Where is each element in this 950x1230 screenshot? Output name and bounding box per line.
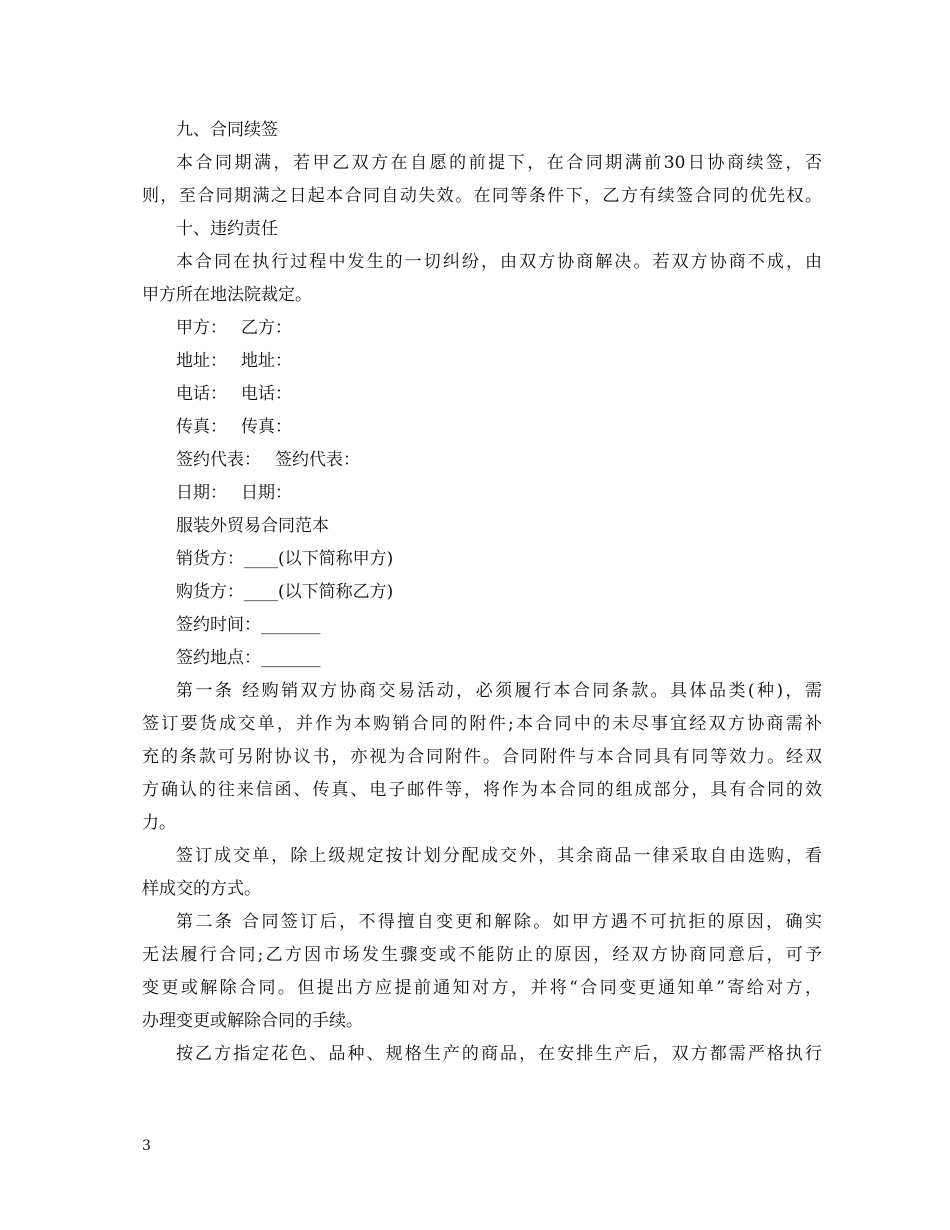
party-b-field-label: 传真： bbox=[241, 417, 292, 437]
paragraph-line: 本合同期满，若甲乙双方在自愿的前提下，在合同期满前30日协商续签，否 bbox=[176, 153, 822, 173]
party-b-field-label: 乙方： bbox=[241, 318, 292, 338]
party-b-field-label: 地址： bbox=[241, 351, 292, 371]
document-body bbox=[142, 114, 822, 1071]
paragraph-line: 十、违约责任 bbox=[176, 219, 278, 239]
contract-header-field: 购货方：____(以下简称乙方) bbox=[176, 582, 394, 602]
party-b-field-label: 日期： bbox=[241, 483, 292, 503]
party-a-field-label: 签约代表： bbox=[176, 450, 261, 470]
clause-line: 签订成交单，除上级规定按计划分配成交外，其余商品一律采取自由选购，看 bbox=[176, 846, 822, 866]
signature-row bbox=[142, 378, 822, 411]
clause-line: 无法履行合同;乙方因市场发生骤变或不能防止的原因，经双方协商同意后，可予 bbox=[142, 945, 822, 965]
signature-row bbox=[142, 477, 822, 510]
party-b-field-label: 签约代表： bbox=[275, 450, 360, 470]
party-a-field-label: 日期： bbox=[176, 483, 227, 503]
clause-line: 第二条 合同签订后，不得擅自变更和解除。如甲方遇不可抗拒的原因，确实 bbox=[176, 912, 822, 932]
signature-block bbox=[142, 312, 822, 510]
clause-line: 样成交的方式。 bbox=[142, 879, 261, 899]
clause-line: 方确认的往来信函、传真、电子邮件等，将作为本合同的组成部分，具有合同的效 bbox=[142, 780, 822, 800]
signature-row bbox=[142, 312, 822, 345]
paragraph-line: 九、合同续签 bbox=[176, 120, 278, 140]
page-number: 3 bbox=[142, 1138, 151, 1154]
renewal-and-liability-section bbox=[142, 114, 822, 312]
clause-line: 充的条款可另附协议书，亦视为合同附件。合同附件与本合同具有同等效力。经双 bbox=[142, 747, 822, 767]
contract-header-field: 签约地点：_______ bbox=[176, 648, 321, 668]
contract-header-field: 签约时间：_______ bbox=[176, 615, 321, 635]
clause-line: 变更或解除合同。但提出方应提前通知对方，并将“合同变更通知单”寄给对方， bbox=[142, 978, 822, 998]
contract-title: 服装外贸易合同范本 bbox=[176, 516, 329, 536]
paragraph-line: 本合同在执行过程中发生的一切纠纷，由双方协商解决。若双方协商不成，由 bbox=[176, 252, 822, 272]
signature-row bbox=[142, 345, 822, 378]
clause-line: 按乙方指定花色、品种、规格生产的商品，在安排生产后，双方都需严格执行 bbox=[176, 1044, 822, 1064]
party-a-field-label: 甲方： bbox=[176, 318, 227, 338]
party-a-field-label: 电话： bbox=[176, 384, 227, 404]
clause-line: 力。 bbox=[142, 813, 176, 833]
party-a-field-label: 地址： bbox=[176, 351, 227, 371]
contract-header-fields bbox=[142, 543, 822, 675]
contract-header-field: 销货方：____(以下简称甲方) bbox=[176, 549, 394, 569]
signature-row bbox=[142, 411, 822, 444]
clause-line: 办理变更或解除合同的手续。 bbox=[142, 1011, 363, 1031]
clause-line: 签订要货成交单，并作为本购销合同的附件;本合同中的未尽事宜经双方协商需补 bbox=[142, 714, 822, 734]
party-b-field-label: 电话： bbox=[241, 384, 292, 404]
signature-row bbox=[142, 444, 822, 477]
paragraph-line: 甲方所在地法院裁定。 bbox=[142, 285, 312, 305]
contract-clauses bbox=[142, 675, 822, 1071]
party-a-field-label: 传真： bbox=[176, 417, 227, 437]
paragraph-line: 则，至合同期满之日起本合同自动失效。在同等条件下，乙方有续签合同的优先权。 bbox=[142, 186, 822, 206]
clause-line: 第一条 经购销双方协商交易活动，必须履行本合同条款。具体品类(种)，需 bbox=[176, 681, 822, 701]
